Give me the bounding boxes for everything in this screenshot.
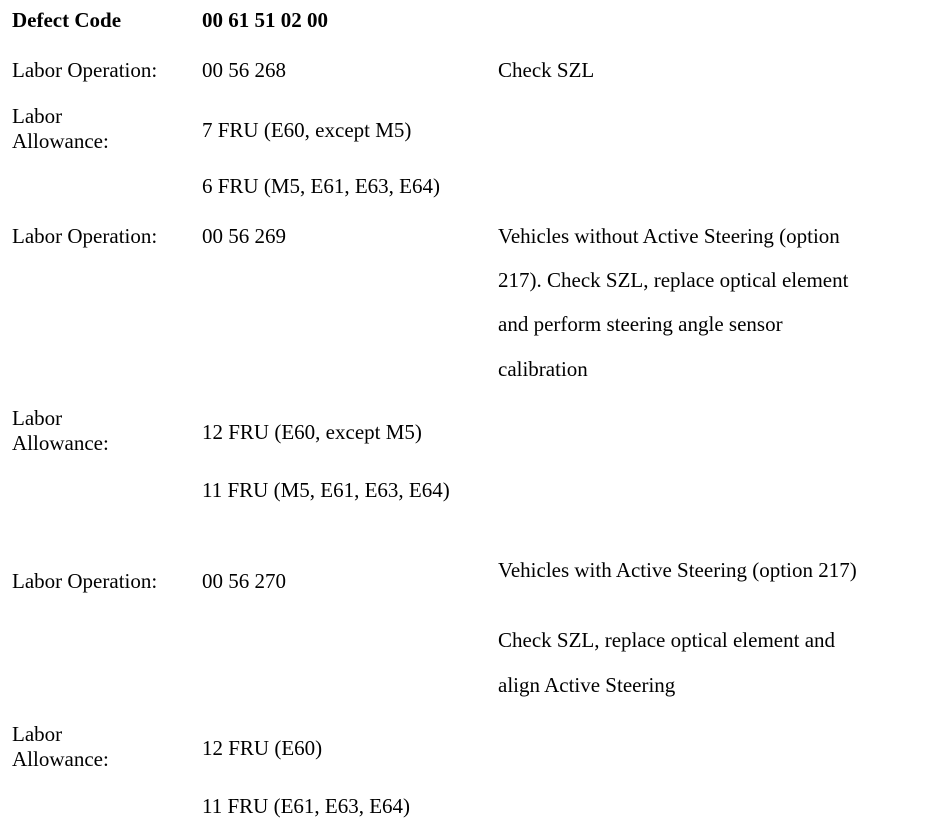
labor-operation-description: Check SZL [498,58,595,82]
labor-operation-label: Labor Operation: [12,58,158,82]
labor-allowance-value: 11 FRU (E61, E63, E64) [202,794,411,818]
labor-allowance-label: Labor Allowance: [12,722,109,771]
labor-operation-description-line: align Active Steering [498,673,676,697]
labor-allowance-label: Labor Allowance: [12,406,109,455]
labor-operation-label: Labor Operation: [12,569,158,593]
labor-allowance-value: 6 FRU (M5, E61, E63, E64) [202,174,440,198]
labor-operation-number: 00 56 270 [202,569,286,593]
labor-allowance-label: Labor Allowance: [12,104,109,153]
labor-allowance-value: 12 FRU (E60) [202,736,323,760]
labor-allowance-value: 11 FRU (M5, E61, E63, E64) [202,478,450,502]
defect-code-label: Defect Code [12,8,122,32]
labor-operation-label: Labor Operation: [12,224,158,248]
labor-allowance-value: 12 FRU (E60, except M5) [202,420,422,444]
labor-operation-description-line: Vehicles without Active Steering (option [498,224,840,248]
labor-operation-description-line: Vehicles with Active Steering (option 217) [498,558,857,582]
labor-operation-description-line: 217). Check SZL, replace optical element [498,268,849,292]
labor-operation-number: 00 56 268 [202,58,286,82]
labor-operation-description-line: calibration [498,357,588,381]
labor-operation-description-line: Check SZL, replace optical element and [498,628,836,652]
labor-allowance-value: 7 FRU (E60, except M5) [202,118,412,142]
defect-code-value: 00 61 51 02 00 [202,8,328,32]
labor-operation-description-line: and perform steering angle sensor [498,312,783,336]
labor-operation-number: 00 56 269 [202,224,286,248]
